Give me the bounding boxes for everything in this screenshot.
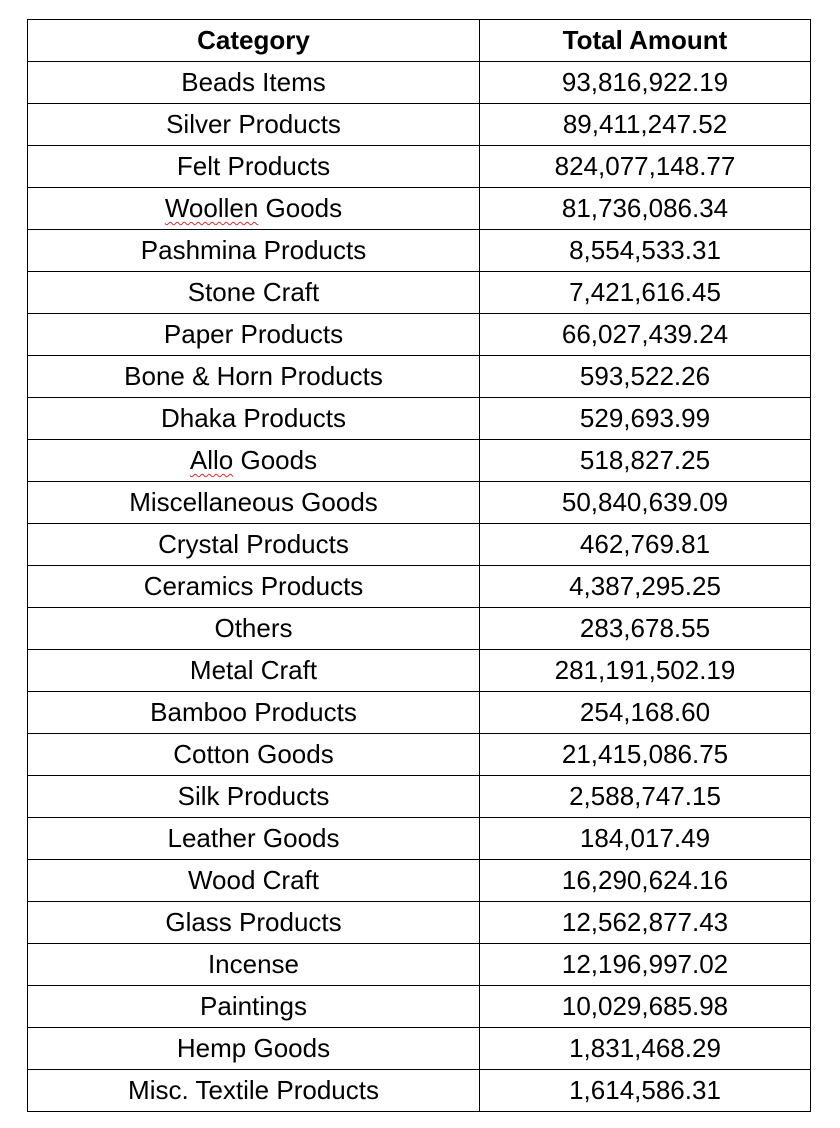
category-cell: Leather Goods	[28, 818, 480, 860]
table-row	[28, 482, 811, 524]
category-cell: Paintings	[28, 986, 480, 1028]
amount-cell: 12,562,877.43	[480, 902, 811, 944]
amount-cell: 8,554,533.31	[480, 230, 811, 272]
category-cell	[28, 188, 480, 230]
amount-cell: 1,831,468.29	[480, 1028, 811, 1070]
category-cell: Bamboo Products	[28, 692, 480, 734]
table-row	[28, 440, 811, 482]
amount-cell: 254,168.60	[480, 692, 811, 734]
table-row	[28, 356, 811, 398]
amount-cell: 16,290,624.16	[480, 860, 811, 902]
table-row	[28, 692, 811, 734]
category-cell: Felt Products	[28, 146, 480, 188]
category-cell	[28, 440, 480, 482]
amount-cell: 824,077,148.77	[480, 146, 811, 188]
data-table-container	[27, 19, 811, 1112]
table-row	[28, 860, 811, 902]
category-cell-rest: Goods	[233, 445, 318, 475]
category-amount-table	[27, 19, 811, 1112]
category-cell: Cotton Goods	[28, 734, 480, 776]
table-row	[28, 104, 811, 146]
amount-cell: 529,693.99	[480, 398, 811, 440]
amount-cell: 66,027,439.24	[480, 314, 811, 356]
amount-cell: 593,522.26	[480, 356, 811, 398]
category-cell: Others	[28, 608, 480, 650]
amount-cell: 2,588,747.15	[480, 776, 811, 818]
category-cell: Stone Craft	[28, 272, 480, 314]
amount-cell: 12,196,997.02	[480, 944, 811, 986]
category-cell: Silk Products	[28, 776, 480, 818]
amount-cell: 10,029,685.98	[480, 986, 811, 1028]
table-row	[28, 188, 811, 230]
category-cell: Crystal Products	[28, 524, 480, 566]
header-category: Category	[28, 20, 480, 62]
table-row	[28, 986, 811, 1028]
spellcheck-flagged-word: Woollen	[164, 193, 259, 223]
table-row	[28, 650, 811, 692]
table-row	[28, 230, 811, 272]
table-row	[28, 524, 811, 566]
table-row	[28, 272, 811, 314]
table-row	[28, 62, 811, 104]
amount-cell: 281,191,502.19	[480, 650, 811, 692]
table-row	[28, 902, 811, 944]
table-row	[28, 566, 811, 608]
amount-cell: 184,017.49	[480, 818, 811, 860]
category-cell: Silver Products	[28, 104, 480, 146]
amount-cell: 1,614,586.31	[480, 1070, 811, 1112]
category-cell: Pashmina Products	[28, 230, 480, 272]
amount-cell: 7,421,616.45	[480, 272, 811, 314]
category-cell: Wood Craft	[28, 860, 480, 902]
category-cell: Metal Craft	[28, 650, 480, 692]
amount-cell: 81,736,086.34	[480, 188, 811, 230]
category-cell: Hemp Goods	[28, 1028, 480, 1070]
table-row	[28, 776, 811, 818]
category-cell: Miscellaneous Goods	[28, 482, 480, 524]
category-cell: Glass Products	[28, 902, 480, 944]
header-total-amount: Total Amount	[480, 20, 811, 62]
header-row	[28, 20, 811, 62]
category-cell: Incense	[28, 944, 480, 986]
table-row	[28, 1028, 811, 1070]
category-cell-rest: Goods	[258, 193, 343, 223]
amount-cell: 89,411,247.52	[480, 104, 811, 146]
amount-cell: 93,816,922.19	[480, 62, 811, 104]
table-row	[28, 734, 811, 776]
amount-cell: 4,387,295.25	[480, 566, 811, 608]
category-cell: Paper Products	[28, 314, 480, 356]
spellcheck-flagged-word: Allo	[189, 445, 234, 475]
amount-cell: 462,769.81	[480, 524, 811, 566]
table-row	[28, 818, 811, 860]
category-cell: Bone & Horn Products	[28, 356, 480, 398]
category-cell: Beads Items	[28, 62, 480, 104]
category-cell: Dhaka Products	[28, 398, 480, 440]
table-row	[28, 314, 811, 356]
amount-cell: 21,415,086.75	[480, 734, 811, 776]
table-header	[28, 20, 811, 62]
category-cell: Ceramics Products	[28, 566, 480, 608]
amount-cell: 518,827.25	[480, 440, 811, 482]
table-row	[28, 608, 811, 650]
amount-cell: 50,840,639.09	[480, 482, 811, 524]
table-row	[28, 944, 811, 986]
table-body	[28, 62, 811, 1112]
category-cell: Misc. Textile Products	[28, 1070, 480, 1112]
table-row	[28, 398, 811, 440]
amount-cell: 283,678.55	[480, 608, 811, 650]
table-row	[28, 146, 811, 188]
table-row	[28, 1070, 811, 1112]
